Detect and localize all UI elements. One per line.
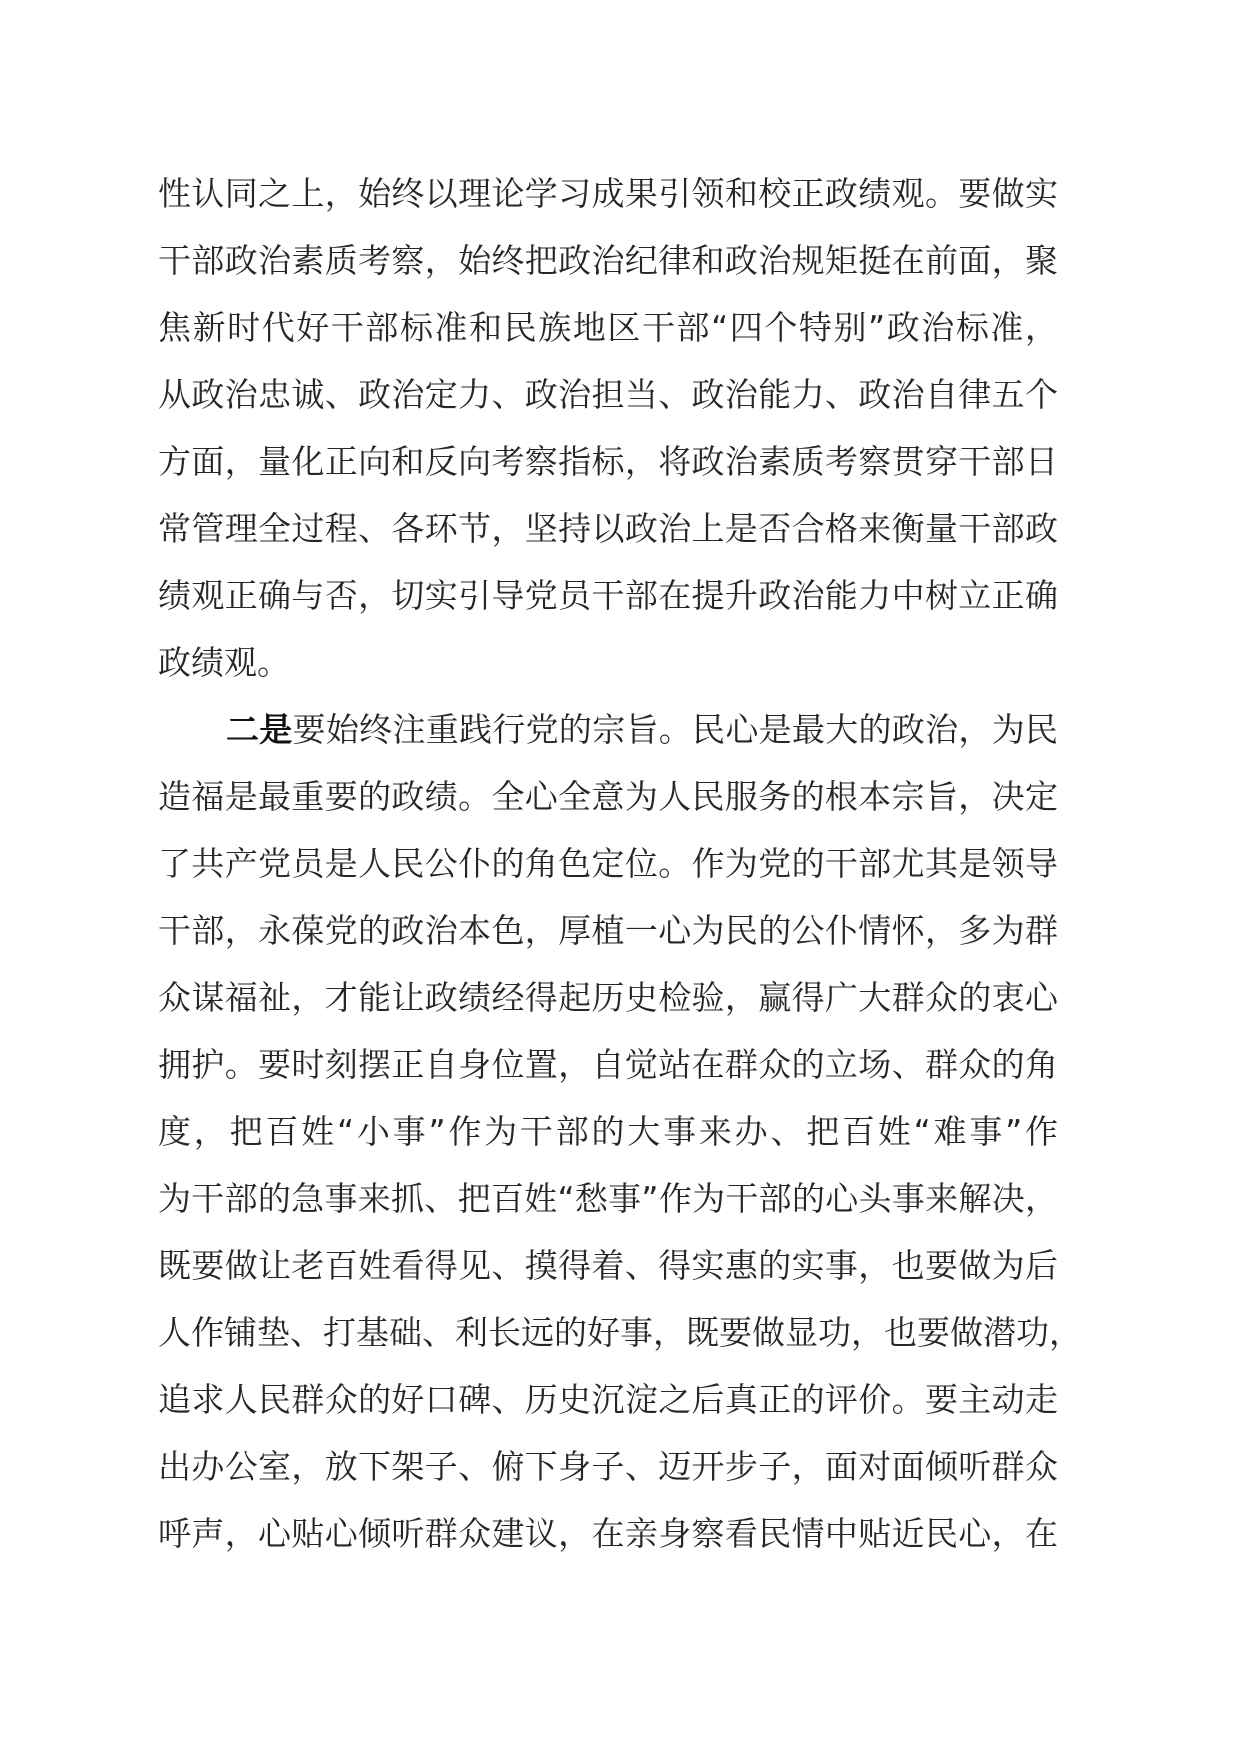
paragraph-line: 政绩观。 bbox=[158, 643, 290, 682]
paragraph-line: 绩观正确与否，切实引导党员干部在提升政治能力中树立正确 bbox=[158, 576, 1058, 615]
paragraph-line: 度，把百姓“小事”作为干部的大事来办、把百姓“难事”作 bbox=[158, 1112, 1058, 1151]
paragraph-2 bbox=[158, 696, 1082, 1567]
paragraph-line: 了共产党员是人民公仆的角色定位。作为党的干部尤其是领导 bbox=[158, 844, 1058, 883]
paragraph-line: 追求人民群众的好口碑、历史沉淀之后真正的评价。要主动走 bbox=[158, 1380, 1058, 1419]
paragraph-line: 造福是最重要的政绩。全心全意为人民服务的根本宗旨，决定 bbox=[158, 777, 1058, 816]
paragraph-first-line-text: 要始终注重践行党的宗旨。民心是最大的政治，为民 bbox=[292, 710, 1059, 749]
paragraph-line: 性认同之上，始终以理论学习成果引领和校正政绩观。要做实 bbox=[158, 174, 1058, 213]
paragraph-line: 从政治忠诚、政治定力、政治担当、政治能力、政治自律五个 bbox=[158, 375, 1058, 414]
paragraph-line: 既要做让老百姓看得见、摸得着、得实惠的实事，也要做为后 bbox=[158, 1246, 1058, 1285]
paragraph-line: 常管理全过程、各环节，坚持以政治上是否合格来衡量干部政 bbox=[158, 509, 1058, 548]
paragraph-line: 人作铺垫、打基础、利长远的好事，既要做显功，也要做潜功， bbox=[158, 1313, 1082, 1352]
paragraph-first-line bbox=[158, 696, 1058, 763]
paragraph-line: 焦新时代好干部标准和民族地区干部“四个特别”政治标准， bbox=[158, 308, 1058, 347]
paragraph-line: 拥护。要时刻摆正自身位置，自觉站在群众的立场、群众的角 bbox=[158, 1045, 1058, 1084]
paragraph-lead: 二是 bbox=[226, 710, 293, 749]
paragraph-line: 干部，永葆党的政治本色，厚植一心为民的公仆情怀，多为群 bbox=[158, 911, 1058, 950]
paragraph-1 bbox=[158, 160, 1058, 696]
paragraph-line: 呼声，心贴心倾听群众建议，在亲身察看民情中贴近民心，在 bbox=[158, 1514, 1058, 1553]
paragraph-line: 出办公室，放下架子、俯下身子、迈开步子，面对面倾听群众 bbox=[158, 1447, 1058, 1486]
paragraph-line: 众谋福祉，才能让政绩经得起历史检验，赢得广大群众的衷心 bbox=[158, 978, 1058, 1017]
paragraph-line: 干部政治素质考察，始终把政治纪律和政治规矩挺在前面，聚 bbox=[158, 241, 1058, 280]
paragraph-line: 方面，量化正向和反向考察指标，将政治素质考察贯穿干部日 bbox=[158, 442, 1058, 481]
paragraph-line: 为干部的急事来抓、把百姓“愁事”作为干部的心头事来解决， bbox=[158, 1179, 1058, 1218]
